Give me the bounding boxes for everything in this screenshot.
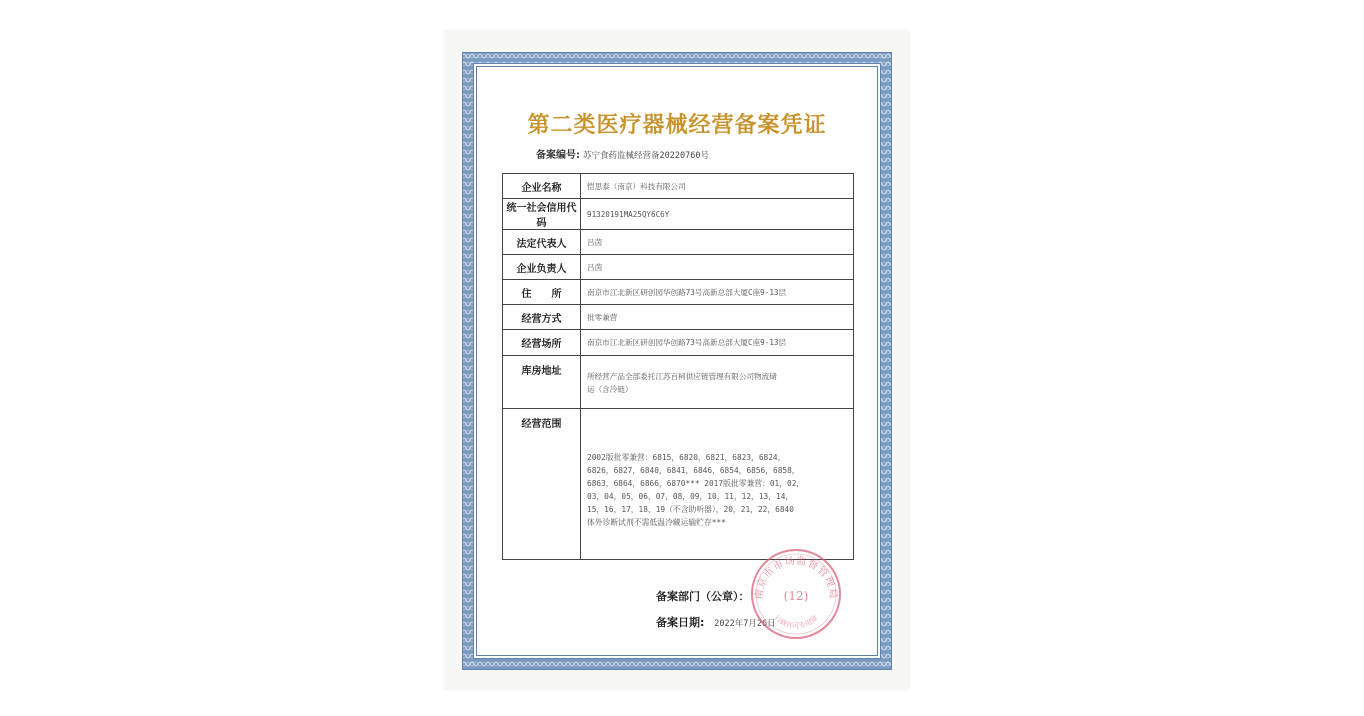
svg-text:(12): (12) bbox=[783, 589, 809, 603]
row-key: 经营场所 bbox=[503, 330, 581, 356]
table-row bbox=[503, 409, 854, 560]
record-number-value: 苏宁食药监械经营备20220760号 bbox=[583, 151, 709, 161]
filing-department: 备案部门（公章）： bbox=[656, 590, 750, 603]
row-value: 批零兼营 bbox=[581, 305, 854, 330]
scope-line: 6863，6864，6866，6870*** 2017版批零兼营：01，02， bbox=[587, 479, 805, 488]
row-value bbox=[581, 409, 854, 560]
scope-line: 15，16，17，18，19（不含助听器），20，21，22，6840 bbox=[587, 505, 794, 514]
record-number-label: 备案编号: bbox=[536, 150, 580, 161]
row-value: 恺思泰（南京）科技有限公司 bbox=[581, 174, 854, 199]
table-row bbox=[503, 174, 854, 199]
row-key: 统一社会信用代码 bbox=[503, 199, 581, 230]
svg-text:行政许可专用章: 行政许可专用章 bbox=[772, 614, 820, 630]
record-number bbox=[536, 146, 709, 161]
svg-text:南京市市场监督管理局: 南京市市场监督管理局 bbox=[753, 555, 839, 601]
table-row bbox=[503, 280, 854, 305]
row-value: 吕茵 bbox=[581, 255, 854, 280]
filing-date-value: 2022年7月26日 bbox=[714, 619, 776, 629]
info-table bbox=[502, 173, 854, 560]
table-row bbox=[503, 305, 854, 330]
table-row bbox=[503, 356, 854, 409]
row-key: 经营范围 bbox=[503, 409, 581, 560]
row-key: 企业名称 bbox=[503, 174, 581, 199]
warehouse-line: 所经营产品全部委托江苏百柯供应链管理有限公司物流储 bbox=[587, 372, 777, 381]
certificate-title: 第二类医疗器械经营备案凭证 bbox=[527, 112, 827, 138]
filing-date-label: 备案日期: bbox=[656, 616, 705, 629]
row-key: 住 所 bbox=[503, 280, 581, 305]
row-key: 企业负责人 bbox=[503, 255, 581, 280]
row-value: 吕茵 bbox=[581, 230, 854, 255]
row-value: 南京市江北新区研创园华创路73号高新总部大厦C座9-13层 bbox=[581, 280, 854, 305]
row-value bbox=[581, 356, 854, 409]
row-key: 经营方式 bbox=[503, 305, 581, 330]
scope-line: 体外诊断试剂不需低温冷藏运输贮存*** bbox=[587, 518, 726, 527]
table-row bbox=[503, 330, 854, 356]
scope-line: 6826，6827，6840，6841，6846，6854，6856，6858， bbox=[587, 466, 800, 475]
table-row bbox=[503, 255, 854, 280]
scope-line: 03，04，05，06，07，08，09，10，11，12，13，14， bbox=[587, 492, 794, 501]
row-value: 91320191MA25QY6C6Y bbox=[581, 199, 854, 230]
row-key: 法定代表人 bbox=[503, 230, 581, 255]
warehouse-line: 运（含冷链） bbox=[587, 385, 633, 394]
scope-line: 2002版批零兼营：6815，6820，6821，6823，6824， bbox=[587, 453, 786, 462]
table-row bbox=[503, 199, 854, 230]
row-value: 南京市江北新区研创园华创路73号高新总部大厦C座9-13层 bbox=[581, 330, 854, 356]
official-seal bbox=[748, 546, 844, 642]
row-key: 库房地址 bbox=[503, 356, 581, 409]
table-row bbox=[503, 230, 854, 255]
